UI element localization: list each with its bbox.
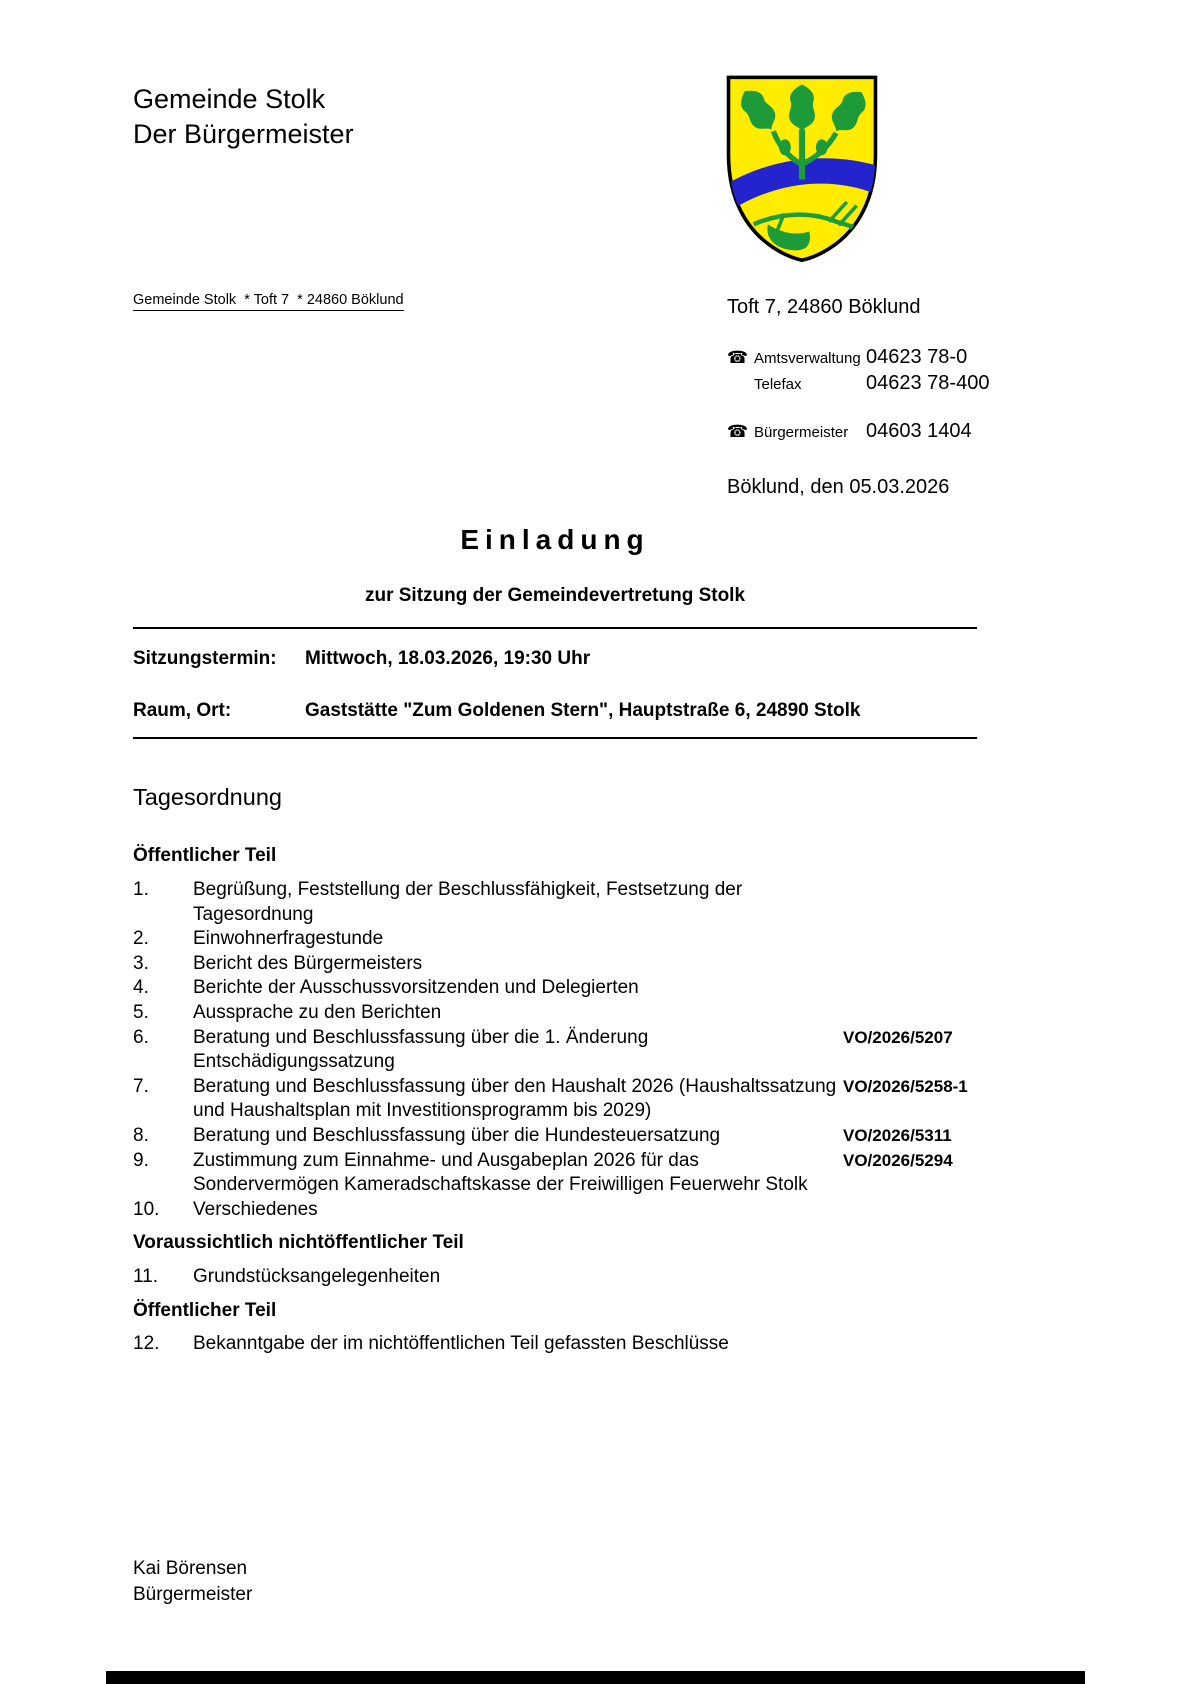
meeting-term-value: Mittwoch, 18.03.2026, 19:30 Uhr <box>305 648 591 669</box>
meeting-room-label: Raum, Ort: <box>133 700 232 721</box>
item-number: 2. <box>133 928 149 950</box>
agenda-item <box>133 1026 977 1075</box>
contact-value: 04603 1404 <box>866 420 972 442</box>
agenda-heading: Tagesordnung <box>133 784 282 810</box>
dateline: Böklund, den 05.03.2026 <box>727 476 950 498</box>
contact-row-buergermeister <box>727 419 1057 445</box>
letterhead <box>133 82 354 152</box>
agenda-item <box>133 1124 977 1149</box>
item-vo-number: VO/2026/5294 <box>843 1150 953 1170</box>
phone-icon: ☎ <box>727 422 749 442</box>
agenda-item <box>133 976 977 1001</box>
item-text: Beratung und Beschlussfassung über den Haushalt 2026 (Haushaltssatzung und Haushaltsplan mit Investitionsprogramm bis 2029) <box>193 1075 837 1122</box>
item-vo-number: VO/2026/5258-1 <box>843 1076 968 1096</box>
section-public-2: Öffentlicher Teil <box>133 1299 277 1321</box>
meeting-term-row <box>133 646 977 671</box>
agenda-item <box>133 952 977 977</box>
item-number: 8. <box>133 1124 149 1146</box>
coat-of-arms <box>721 72 883 262</box>
item-number: 6. <box>133 1026 149 1048</box>
contact-label: Telefax <box>754 376 802 393</box>
item-text: Berichte der Ausschussvorsitzenden und Delegierten <box>193 977 639 999</box>
item-vo-number: VO/2026/5311 <box>843 1125 952 1145</box>
org-role: Der Bürgermeister <box>133 119 354 149</box>
agenda-item <box>133 1332 977 1357</box>
contact-address: Toft 7, 24860 Böklund <box>727 296 921 318</box>
item-text: Zustimmung zum Einnahme- und Ausgabeplan 2026 für das Sondervermögen Kameradschaftskasse der Freiwilligen Feuerwehr Stolk <box>193 1149 808 1196</box>
contact-value: 04623 78-400 <box>866 372 990 394</box>
item-text: Grundstücksangelegenheiten <box>193 1265 441 1287</box>
contact-label: Amtsverwaltung <box>754 350 861 367</box>
item-number: 1. <box>133 879 149 900</box>
item-text: Beratung und Beschlussfassung über die 1. Änderung Entschädigungssatzung <box>193 1026 649 1073</box>
agenda-item <box>133 1075 977 1124</box>
document-title: Einladung <box>460 524 650 555</box>
item-text: Verschiedenes <box>193 1198 318 1220</box>
item-vo-number: VO/2026/5207 <box>843 1027 953 1047</box>
phone-icon: ☎ <box>727 348 749 368</box>
signature-role: Bürgermeister <box>133 1583 253 1605</box>
item-number: 11. <box>133 1265 159 1287</box>
divider <box>133 627 977 629</box>
coat-of-arms-icon <box>721 72 883 262</box>
section-nonpublic: Voraussichtlich nichtöffentlicher Teil <box>133 1232 464 1254</box>
agenda-item <box>133 878 977 927</box>
agenda-item <box>133 1198 977 1223</box>
item-text: Einwohnerfragestunde <box>193 928 384 950</box>
meeting-term-label: Sitzungstermin: <box>133 648 277 669</box>
contact-value: 04623 78-0 <box>866 346 968 368</box>
contact-label: Bürgermeister <box>754 424 849 441</box>
signature-name: Kai Börensen <box>133 1558 248 1579</box>
agenda-item <box>133 1149 977 1198</box>
item-number: 12. <box>133 1333 160 1355</box>
item-number: 5. <box>133 1001 149 1023</box>
org-name: Gemeinde Stolk <box>133 84 326 114</box>
signature-block <box>133 1556 252 1607</box>
contact-row-amtsverwaltung <box>727 345 1057 371</box>
agenda-list <box>133 878 977 1357</box>
contact-row-telefax <box>727 371 1057 397</box>
item-number: 3. <box>133 952 149 974</box>
agenda-item <box>133 1001 977 1026</box>
item-number: 7. <box>133 1075 149 1097</box>
sender-line: Gemeinde Stolk * Toft 7 * 24860 Böklund <box>133 292 404 311</box>
divider <box>133 737 977 739</box>
item-number: 4. <box>133 977 149 999</box>
item-number: 10. <box>133 1198 160 1220</box>
item-text: Bericht des Bürgermeisters <box>193 952 423 974</box>
item-text: Beratung und Beschlussfassung über die Hundesteuersatzung <box>193 1124 721 1146</box>
item-number: 9. <box>133 1149 149 1171</box>
scan-edge-artifact <box>106 1671 1085 1684</box>
document-subtitle: zur Sitzung der Gemeindevertretung Stolk <box>364 585 746 606</box>
agenda-item <box>133 1265 977 1290</box>
item-text: Aussprache zu den Berichten <box>193 1001 442 1023</box>
meeting-room-value: Gaststätte "Zum Goldenen Stern", Hauptstraße 6, 24890 Stolk <box>305 700 861 721</box>
item-text: Bekanntgabe der im nichtöffentlichen Teil gefassten Beschlüsse <box>193 1333 729 1355</box>
agenda-item <box>133 927 977 952</box>
contact-block <box>727 296 1057 445</box>
meeting-room-row <box>133 698 977 723</box>
section-public-1: Öffentlicher Teil <box>133 845 277 866</box>
item-text: Begrüßung, Feststellung der Beschlussfähigkeit, Festsetzung der Tagesordnung <box>193 879 743 925</box>
